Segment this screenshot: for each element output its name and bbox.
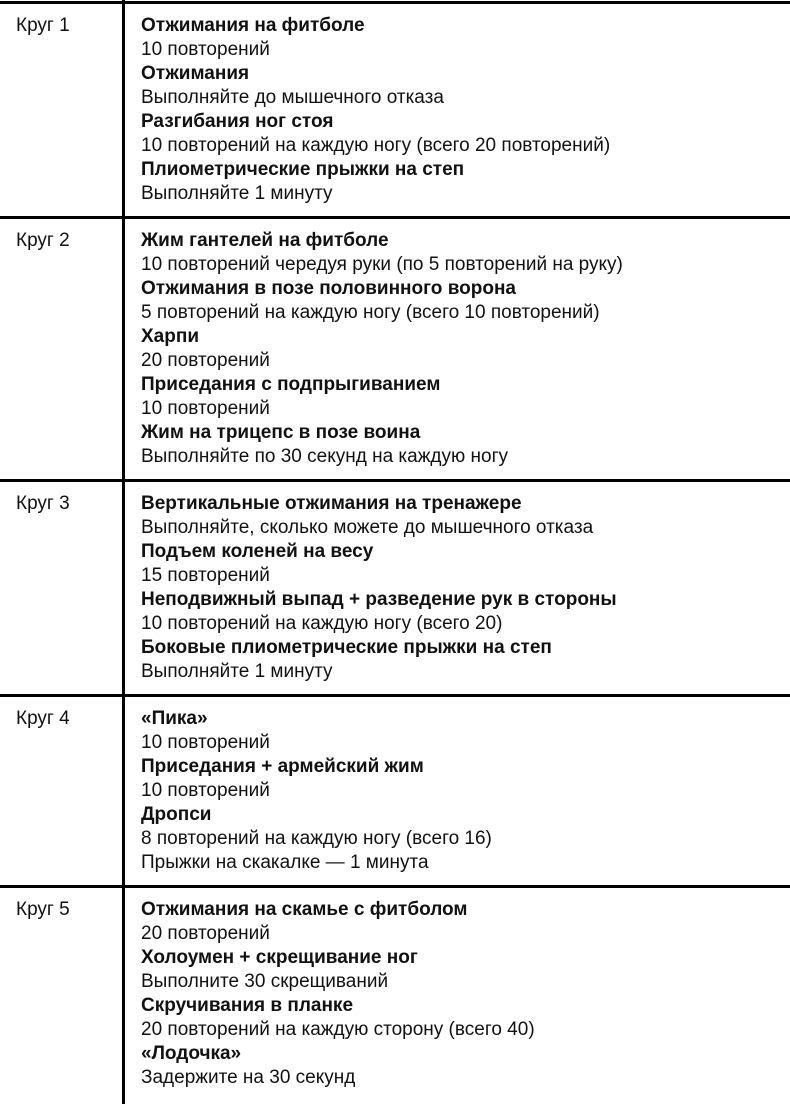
exercise-name: «Лодочка» xyxy=(141,1043,242,1064)
circuit-row xyxy=(0,216,790,479)
exercise-name: Скручивания в планке xyxy=(141,995,354,1016)
exercise-detail: Выполните 30 скрещиваний xyxy=(141,971,389,992)
circuit-label: Круг 3 xyxy=(16,493,70,514)
exercise-name: «Пика» xyxy=(141,708,208,729)
exercise-name: Жим на трицепс в позе воина xyxy=(141,422,421,443)
circuit-row xyxy=(0,694,790,885)
exercise-detail: 10 повторений xyxy=(141,39,270,60)
exercise-name: Плиометрические прыжки на степ xyxy=(141,159,465,180)
exercise-detail: 20 повторений на каждую сторону (всего 40) xyxy=(141,1019,535,1040)
circuit-exercises xyxy=(125,14,790,206)
exercise-name: Разгибания ног стоя xyxy=(141,111,334,132)
exercise-detail: 20 повторений xyxy=(141,350,270,371)
exercise-name: Отжимания xyxy=(141,63,250,84)
exercise-name: Подъем коленей на весу xyxy=(141,541,374,562)
circuit-label: Круг 1 xyxy=(16,15,70,36)
exercise-name: Приседания с подпрыгиванием xyxy=(141,374,441,395)
exercise-detail: 20 повторений xyxy=(141,923,270,944)
exercise-detail: 10 повторений чередуя руки (по 5 повторений на руку) xyxy=(141,254,623,275)
exercise-name: Дропси xyxy=(141,804,212,825)
exercise-detail: 15 повторений xyxy=(141,565,270,586)
workout-table xyxy=(0,1,790,1100)
circuit-label: Круг 4 xyxy=(16,708,70,729)
circuit-row xyxy=(0,4,790,216)
exercise-detail: Задержите на 30 секунд xyxy=(141,1067,356,1088)
exercise-detail: 10 повторений на каждую ногу (всего 20 повторений) xyxy=(141,135,611,156)
circuit-label: Круг 5 xyxy=(16,899,70,920)
exercise-detail: 10 повторений на каждую ногу (всего 20) xyxy=(141,613,503,634)
exercise-detail: Прыжки на скакалке — 1 минута xyxy=(141,852,429,873)
circuit-exercises xyxy=(125,898,790,1090)
circuit-label: Круг 2 xyxy=(16,230,70,251)
exercise-name: Отжимания на скамье с фитболом xyxy=(141,899,468,920)
exercise-detail: Выполняйте, сколько можете до мышечного отказа xyxy=(141,517,594,538)
exercise-detail: 10 повторений xyxy=(141,732,270,753)
circuit-row xyxy=(0,885,790,1100)
column-divider-line xyxy=(122,0,125,1104)
circuit-exercises xyxy=(125,229,790,469)
exercise-detail: Выполняйте до мышечного отказа xyxy=(141,87,444,108)
exercise-name: Холоумен + скрещивание ног xyxy=(141,947,418,968)
exercise-detail: Выполняйте 1 минуту xyxy=(141,661,333,682)
exercise-detail: Выполняйте по 30 секунд на каждую ногу xyxy=(141,446,509,467)
exercise-name: Отжимания в позе половинного ворона xyxy=(141,278,516,299)
exercise-detail: 5 повторений на каждую ногу (всего 10 повторений) xyxy=(141,302,600,323)
exercise-detail: Выполняйте 1 минуту xyxy=(141,183,333,204)
exercise-detail: 10 повторений xyxy=(141,780,270,801)
exercise-name: Неподвижный выпад + разведение рук в стороны xyxy=(141,589,617,610)
exercise-detail: 8 повторений на каждую ногу (всего 16) xyxy=(141,828,492,849)
exercise-name: Жим гантелей на фитболе xyxy=(141,230,389,251)
circuit-exercises xyxy=(125,707,790,875)
exercise-name: Отжимания на фитболе xyxy=(141,15,365,36)
circuit-row xyxy=(0,479,790,694)
exercise-name: Харпи xyxy=(141,326,200,347)
exercise-name: Вертикальные отжимания на тренажере xyxy=(141,493,522,514)
exercise-name: Приседания + армейский жим xyxy=(141,756,424,777)
exercise-detail: 10 повторений xyxy=(141,398,270,419)
circuit-exercises xyxy=(125,492,790,684)
exercise-name: Боковые плиометрические прыжки на степ xyxy=(141,637,552,658)
